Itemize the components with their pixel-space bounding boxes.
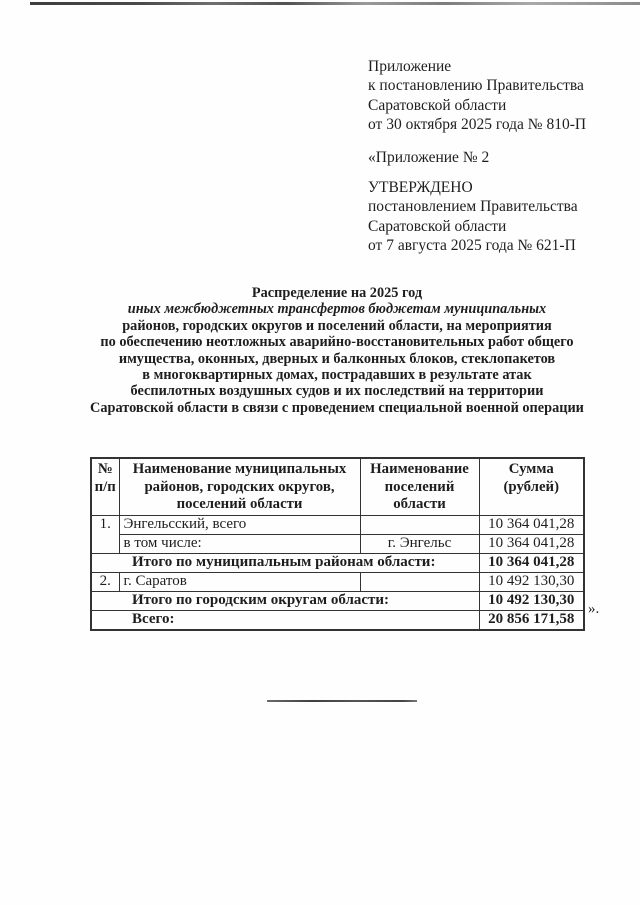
table-row-engels-total — [91, 515, 584, 534]
column-header-settlement: Наименование поселений области — [360, 458, 479, 515]
table-row-saratov — [91, 572, 584, 591]
total-label-cell: Всего: — [91, 610, 479, 630]
total-label-cell: Итого по городским округам области: — [91, 591, 479, 610]
table-row-grand-total — [91, 610, 584, 630]
document-title — [88, 285, 586, 416]
district-name-cell: Энгельсский, всего — [119, 515, 360, 534]
column-header-sum: Сумма (рублей) — [479, 458, 584, 515]
table-row-engels-detail — [91, 534, 584, 553]
approval-line: от 7 августа 2025 года № 621-П — [368, 237, 576, 255]
title-line: беспилотных воздушных судов и их последствий на территории — [130, 383, 544, 400]
title-line: в многоквартирных домах, пострадавших в результате атак — [142, 367, 532, 384]
sum-cell: 10 492 130,30 — [479, 572, 584, 591]
title-line: по обеспечению неотложных аварийно-восстановительных работ общего — [100, 334, 574, 351]
approval-line: Саратовской области — [368, 217, 507, 235]
table-row-cities-total — [91, 591, 584, 610]
row-number-cell: 2. — [91, 572, 119, 591]
closing-quote-mark: ». — [588, 601, 600, 617]
scan-artifact-top-line — [30, 2, 640, 5]
settlement-cell — [360, 515, 479, 534]
approval-line: постановлением Правительства — [368, 198, 578, 216]
settlement-cell — [360, 572, 479, 591]
title-line: иных межбюджетных трансфертов бюджетам муниципальных — [127, 301, 547, 318]
appendix-ref-line: Саратовской области — [368, 96, 507, 114]
appendix-ref-line: от 30 октября 2025 года № 810-П — [368, 116, 587, 134]
title-line: районов, городских округов и поселений области, на мероприятия — [122, 317, 552, 334]
title-line: имущества, оконных, дверных и балконных блоков, стеклопакетов — [118, 350, 556, 367]
sum-cell: 10 364 041,28 — [479, 534, 584, 553]
table-row-districts-total — [91, 553, 584, 572]
row-number-cell: 1. — [91, 515, 119, 553]
appendix-ref-line: к постановлению Правительства — [368, 77, 584, 95]
total-label-cell: Итого по муниципальным районам области: — [91, 553, 479, 572]
approval-line: УТВЕРЖДЕНО — [368, 179, 473, 197]
appendix-number: «Приложение № 2 — [368, 148, 490, 166]
column-header-num: № п/п — [91, 458, 119, 515]
district-name-cell: в том числе: — [119, 534, 360, 553]
sum-cell: 20 856 171,58 — [479, 610, 584, 630]
sum-cell: 10 364 041,28 — [479, 515, 584, 534]
title-line: Саратовской области в связи с проведением специальной военной операции — [90, 399, 584, 416]
approval-block — [368, 178, 586, 256]
sum-cell: 10 364 041,28 — [479, 553, 584, 572]
district-name-cell: г. Саратов — [119, 572, 360, 591]
sum-cell: 10 492 130,30 — [479, 591, 584, 610]
column-header-district: Наименование муниципальных районов, городских округов, поселений области — [119, 458, 360, 515]
title-line: Распределение на 2025 год — [251, 285, 423, 301]
appendix-ref-line: Приложение — [368, 58, 452, 75]
settlement-cell: г. Энгельс — [360, 534, 479, 553]
scan-artifact-mid-line — [267, 700, 417, 702]
appendix-reference-block — [368, 57, 586, 256]
table-header-row — [91, 458, 584, 515]
distribution-table — [90, 457, 585, 631]
